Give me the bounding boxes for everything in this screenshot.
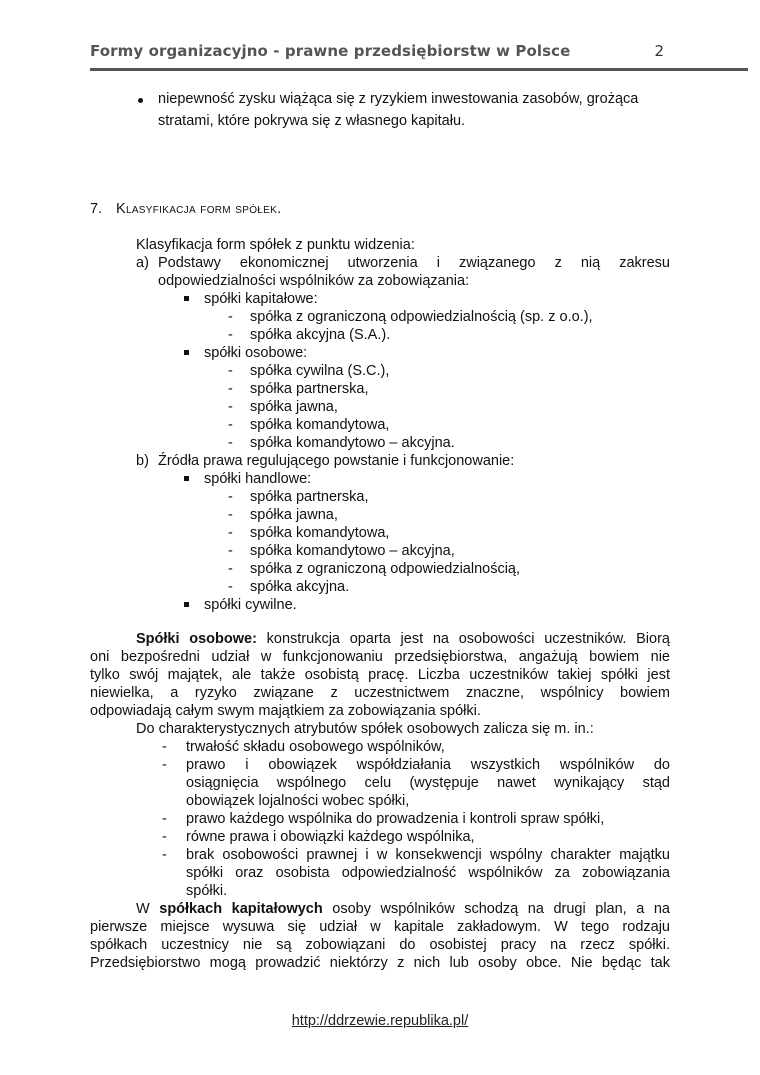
dash-marker: - bbox=[228, 363, 233, 379]
paragraph-line: oni bezpośredni udział w funkcjonowaniu przedsiębiorstwa, angażują bowiem nie bbox=[90, 649, 670, 665]
criterion-a-line: Podstawy ekonomicznej utworzenia i związanego z nią zakresu bbox=[158, 255, 670, 271]
dash-marker: - bbox=[162, 811, 167, 827]
list-item: spółka komandytowo – akcyjna, bbox=[250, 543, 455, 559]
paragraph-line: Do charakterystycznych atrybutów spółek osobowych zalicza się m. in.: bbox=[136, 721, 594, 737]
paragraph-line bbox=[136, 630, 670, 648]
list-item: spółka partnerska, bbox=[250, 381, 369, 397]
list-item: spółka jawna, bbox=[250, 507, 338, 523]
page-footer bbox=[0, 1013, 760, 1029]
dash-marker: - bbox=[228, 309, 233, 325]
dash-marker: - bbox=[162, 847, 167, 863]
dash-marker: - bbox=[228, 399, 233, 415]
dash-marker: - bbox=[228, 507, 233, 523]
header-title: Formy organizacyjno - prawne przedsiębiorstw w Polsce bbox=[90, 42, 571, 60]
paragraph-text: W bbox=[136, 901, 160, 917]
classification-lead: Klasyfikacja form spółek z punktu widzenia: bbox=[136, 237, 415, 253]
group-label: spółki osobowe: bbox=[204, 345, 308, 361]
paragraph-line: pierwsze miejsce wysuwa się udział w kapitale zakładowym. W tego rodzaju bbox=[90, 919, 670, 935]
list-item: spółka komandytowa, bbox=[250, 417, 390, 433]
footer-link[interactable]: http://ddrzewie.republika.pl/ bbox=[291, 1013, 469, 1029]
group-label: spółki kapitałowe: bbox=[204, 291, 318, 307]
dash-marker: - bbox=[162, 829, 167, 845]
list-item: spółka komandytowo – akcyjna. bbox=[250, 435, 455, 451]
list-marker: b) bbox=[136, 453, 149, 469]
paragraph-line: spółkach uczestnicy nie są zobowiązani do osobistej pracy na rzecz spółki. bbox=[90, 937, 670, 953]
attribute-item: prawo każdego wspólnika do prowadzenia i kontroli spraw spółki, bbox=[186, 811, 605, 827]
square-bullet-icon bbox=[184, 476, 189, 481]
dash-marker: - bbox=[228, 381, 233, 397]
term-bold: Spółki osobowe: bbox=[136, 631, 257, 647]
bullet-icon bbox=[138, 98, 143, 103]
square-bullet-icon bbox=[184, 350, 189, 355]
dash-marker: - bbox=[228, 543, 233, 559]
attribute-item: równe prawa i obowiązki każdego wspólnika, bbox=[186, 829, 475, 845]
section-title: Klasyfikacja form spółek. bbox=[116, 201, 282, 217]
group-label: spółki handlowe: bbox=[204, 471, 312, 487]
list-item: spółka partnerska, bbox=[250, 489, 369, 505]
dash-marker: - bbox=[228, 579, 233, 595]
dash-marker: - bbox=[228, 489, 233, 505]
list-item: spółka akcyjna. bbox=[250, 579, 350, 595]
term-bold: spółkach kapitałowych bbox=[159, 901, 323, 917]
dash-marker: - bbox=[162, 739, 167, 755]
paragraph-line: niewielka, a ryzyko związane z uczestnictwem znaczne, wspólnicy bowiem bbox=[90, 685, 670, 701]
dash-marker: - bbox=[228, 525, 233, 541]
criterion-b-line: Źródła prawa regulującego powstanie i funkcjonowanie: bbox=[158, 453, 515, 469]
intro-bullet-line: niepewność zysku wiążąca się z ryzykiem inwestowania zasobów, grożąca bbox=[158, 91, 639, 107]
paragraph-line: odpowiadają całym swym majątkiem za zobowiązania spółki. bbox=[90, 703, 481, 719]
square-bullet-icon bbox=[184, 296, 189, 301]
page-header bbox=[90, 42, 670, 68]
criterion-a-line: odpowiedzialności wspólników za zobowiązania: bbox=[158, 273, 470, 289]
list-item: spółka komandytowa, bbox=[250, 525, 390, 541]
attribute-item: osiągnięcia wspólnego celu (występuje nawet wynikający stąd bbox=[186, 775, 670, 791]
attribute-item: trwałość składu osobowego wspólników, bbox=[186, 739, 445, 755]
attribute-item: spółki. bbox=[186, 883, 228, 899]
attribute-item: brak osobowości prawnej i w konsekwencji wspólny charakter majątku bbox=[186, 847, 670, 863]
list-item: spółka jawna, bbox=[250, 399, 338, 415]
header-rule bbox=[90, 68, 748, 71]
attribute-item: obowiązek lojalności wobec spółki, bbox=[186, 793, 410, 809]
paragraph-line: Przedsiębiorstwo mogą prowadzić niektórzy z nich lub osoby obce. Nie będąc tak bbox=[90, 955, 670, 971]
group-label: spółki cywilne. bbox=[204, 597, 297, 613]
list-item: spółka akcyjna (S.A.). bbox=[250, 327, 391, 343]
paragraph-text: osoby wspólników schodzą na drugi plan, a na bbox=[322, 901, 670, 917]
page-number: 2 bbox=[654, 42, 664, 60]
dash-marker: - bbox=[228, 417, 233, 433]
dash-marker: - bbox=[228, 561, 233, 577]
dash-marker: - bbox=[228, 327, 233, 343]
paragraph-text: konstrukcja oparta jest na osobowości uczestników. Biorą bbox=[256, 631, 670, 647]
attribute-item: spółki oraz osobista odpowiedzialność wspólników za zobowiązania bbox=[186, 865, 670, 881]
dash-marker: - bbox=[162, 757, 167, 773]
square-bullet-icon bbox=[184, 602, 189, 607]
list-item: spółka cywilna (S.C.), bbox=[250, 363, 390, 379]
attribute-item: prawo i obowiązek współdziałania wszystkich wspólników do bbox=[186, 757, 670, 773]
list-item: spółka z ograniczoną odpowiedzialnością (sp. z o.o.), bbox=[250, 309, 593, 325]
dash-marker: - bbox=[228, 435, 233, 451]
paragraph-line bbox=[136, 900, 670, 918]
list-item: spółka z ograniczoną odpowiedzialnością, bbox=[250, 561, 521, 577]
intro-bullet-line: stratami, które pokrywa się z własnego kapitału. bbox=[158, 113, 466, 129]
paragraph-line: tylko swój majątek, ale także osobistą pracę. Liczba uczestników takiej spółki jest bbox=[90, 667, 670, 683]
list-marker: a) bbox=[136, 255, 149, 271]
section-number: 7. bbox=[90, 201, 103, 217]
